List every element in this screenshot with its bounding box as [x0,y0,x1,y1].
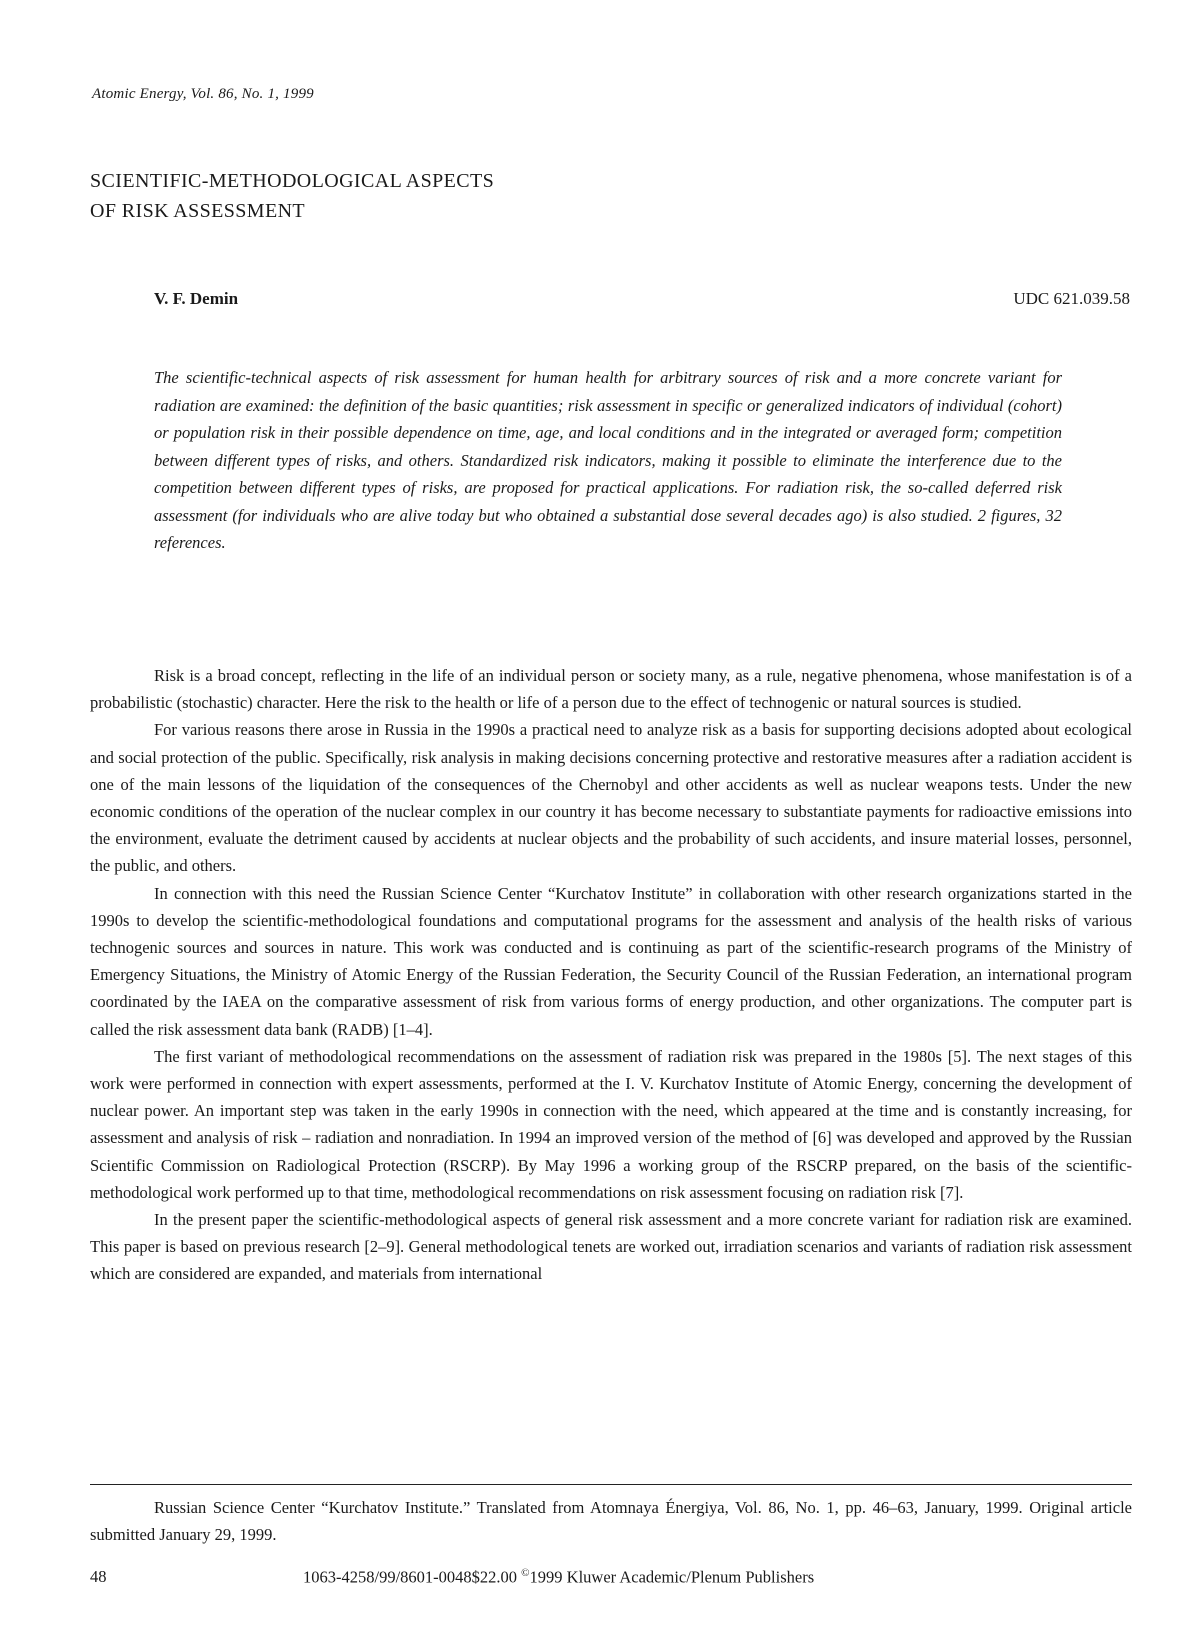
copyright-symbol: © [521,1567,530,1579]
issn-price: 1063-4258/99/8601-0048$22.00 [303,1567,522,1587]
footnote-divider [90,1484,1132,1485]
page-number: 48 [90,1567,107,1586]
article-body [90,662,1132,1288]
article-title [90,166,494,226]
body-paragraph-3: In connection with this need the Russian Science Center “Kurchatov Institute” in collaboration with other research organizations started in the 1990s to develop the scientific-methodological foundations and computational programs for the assessment and analysis of the health risks of various technogenic sources and sources in nature. This work was conducted and is continuing as part of the scientific-research programs of the Ministry of Emergency Situations, the Ministry of Atomic Energy of the Russian Federation, the Security Council of the Russian Federation, an international program coordinated by the IAEA on the comparative assessment of risk from various forms of energy production, and other organizations. The computer part is called the risk assessment data bank (RADB) [1–4]. [90,883,1132,1039]
udc-code: UDC 621.039.58 [1013,289,1130,308]
footnote: Russian Science Center “Kurchatov Institute.” Translated from Atomnaya Énergiya, Vol. 86, No. 1, pp. 46–63, January, 1999. Original article submitted January 29, 1999. [90,1498,1132,1544]
body-paragraph-2: For various reasons there arose in Russia in the 1990s a practical need to analyze risk as a basis for supporting decisions adopted about ecological and social protection of the public. Specifically, risk analysis in making decisions concerning protective and restorative measures after a radiation accident is one of the main lessons of the liquidation of the consequences of the Chernobyl and other accidents as well as nuclear weapons tests. Under the new economic conditions of the operation of the nuclear complex in our country it has become necessary to substantiate payments for radioactive emissions into the environment, evaluate the detriment caused by accidents at nuclear objects and the probability of such accidents, and insure material losses, personnel, the public, and others. [90,720,1132,876]
body-paragraph-4: The first variant of methodological recommendations on the assessment of radiation risk was prepared in the 1980s [5]. The next stages of this work were performed in connection with expert assessments, performed at the I. V. Kurchatov Institute of Atomic Energy, concerning the development of nuclear power. An important step was taken in the early 1990s in connection with the need, which appeared at the time and is constantly increasing, for assessment and analysis of risk – radiation and nonradiation. In 1994 an improved version of the method of [6] was developed and approved by the Russian Scientific Commission on Radiological Protection (RSCRP). By May 1996 a working group of the RSCRP prepared, on the basis of the scientific-methodological work performed up to that time, methodological recommendations on risk assessment focusing on radiation risk [7]. [90,1046,1132,1202]
copyright-line [303,1567,814,1588]
body-paragraph-1: Risk is a broad concept, reflecting in the life of an individual person or society many, as a rule, negative phenomena, whose manifestation is of a probabilistic (stochastic) character. Here the risk to the health or life of a person due to the effect of technogenic or natural sources is studied. [90,666,1132,713]
journal-reference: Atomic Energy, Vol. 86, No. 1, 1999 [92,86,314,102]
copyright-text: 1999 Kluwer Academic/Plenum Publishers [529,1567,815,1587]
body-paragraph-5: In the present paper the scientific-methodological aspects of general risk assessment and a more concrete variant for radiation risk are examined. This paper is based on previous research [2–9]. General methodological tenets are worked out, irradiation scenarios and variants of radiation risk assessment which are considered are expanded, and materials from international [90,1210,1132,1284]
abstract: The scientific-technical aspects of risk assessment for human health for arbitrary sources of risk and a more concrete variant for radiation are examined: the definition of the basic quantities; risk assessment in specific or generalized indicators of individual (cohort) or population risk in their possible dependence on time, age, and local conditions and in the integrated or averaged form; competition between different types of risks, and others. Standardized risk indicators, making it possible to eliminate the interference due to the competition between different types of risks, are proposed for practical applications. For radiation risk, the so-called deferred risk assessment (for individuals who are alive today but who obtained a substantial dose several decades ago) is also studied. 2 figures, 32 references. [154,368,1062,552]
article-title-line-2: OF RISK ASSESSMENT [90,200,306,222]
author-name: V. F. Demin [154,289,239,308]
article-title-line-1: SCIENTIFIC-METHODOLOGICAL ASPECTS [90,170,495,192]
